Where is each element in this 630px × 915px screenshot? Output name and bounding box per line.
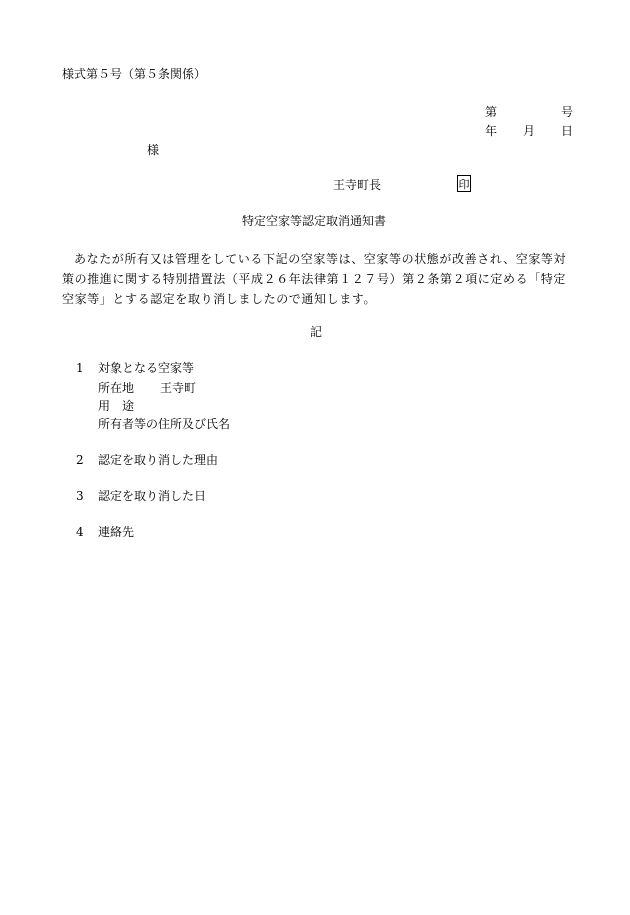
sub-item-location-value: 王寺町 [160, 381, 197, 395]
body-paragraph: あなたが所有又は管理をしている下記の空家等は、空家等の状態が改善され、空家等対策の推進に関する特別措置法（平成２６年法律第１２７号）第２条第２項に定める「特定空家等」とする認定を取り消しましたので通知します。 [62, 252, 567, 306]
item-label-3: 認定を取り消した日 [98, 489, 207, 503]
date-year: 年 [485, 124, 498, 138]
sub-item-location-label: 所在地 [98, 381, 135, 395]
record-heading: 記 [310, 325, 323, 339]
form-label: 様式第５号（第５条関係） [62, 67, 207, 81]
document-number-suffix: 号 [561, 105, 574, 119]
item-label-4: 連絡先 [98, 525, 135, 539]
date-day: 日 [561, 124, 574, 138]
document-title: 特定空家等認定取消通知書 [242, 214, 387, 228]
sub-item-owner-label: 所有者等の住所及び氏名 [98, 417, 231, 431]
item-number-4: 4 [76, 525, 84, 539]
sub-item-use-label: 用 途 [98, 399, 135, 413]
date-month: 月 [523, 124, 536, 138]
document-number-prefix: 第 [485, 105, 498, 119]
item-label-1: 対象となる空家等 [98, 361, 195, 375]
item-number-1: 1 [76, 361, 84, 375]
item-label-2: 認定を取り消した理由 [98, 453, 219, 467]
sender-title: 王寺町長 [333, 178, 382, 192]
item-number-3: 3 [76, 489, 84, 503]
item-number-2: 2 [76, 453, 84, 467]
addressee-suffix: 様 [147, 143, 160, 157]
seal-stamp: 印 [457, 175, 471, 192]
